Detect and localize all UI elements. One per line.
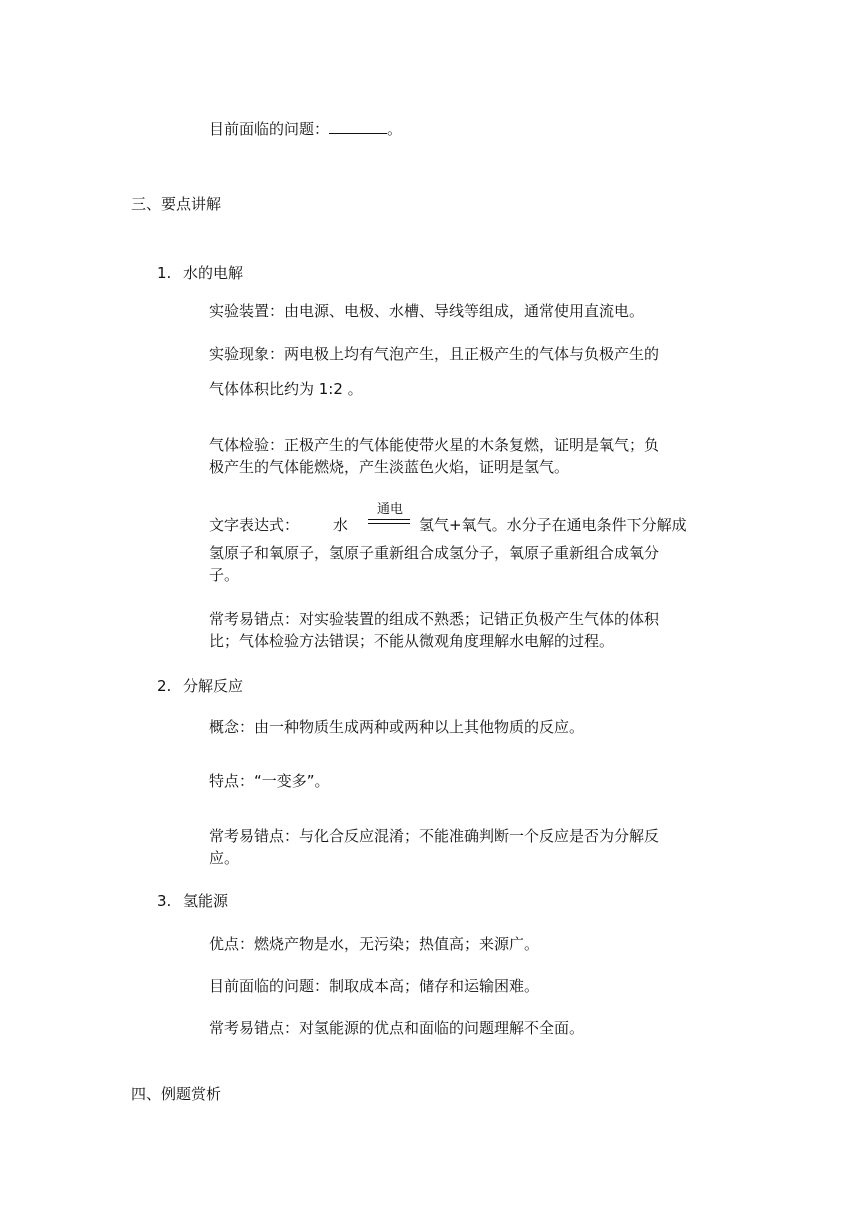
item-1-device: 实验装置：由电源、电极、水槽、导线等组成，通常使用直流电。: [209, 302, 645, 320]
item-3-title: 氢能源: [183, 892, 229, 910]
item-1-expression-water: 水: [333, 516, 349, 534]
section-heading-four: 四、例题赏析: [131, 1085, 222, 1103]
item-1-number: 1.: [157, 264, 172, 282]
section-heading-three: 三、要点讲解: [131, 195, 222, 213]
item-1-title: 水的电解: [183, 264, 244, 282]
item-1-phenomenon-line-2: 气体体积比约为 1:2 。: [209, 380, 363, 398]
top-problem-suffix: 。: [387, 120, 403, 138]
reaction-condition: 通电: [376, 502, 403, 517]
top-problem-line: [209, 118, 402, 139]
item-3-number: 3.: [157, 892, 172, 910]
top-problem-prefix: 目前面临的问题：: [209, 120, 330, 138]
item-2-title: 分解反应: [183, 677, 244, 695]
fill-blank[interactable]: [329, 118, 387, 134]
item-1-phenomenon-line-1: 实验现象：两电极上均有气泡产生，且正极产生的气体与负极产生的: [209, 345, 660, 363]
item-1-expression-label: 文字表达式：: [209, 516, 300, 534]
item-1-test-line-1: 气体检验：正极产生的气体能使带火星的木条复燃，证明是氧气；负: [209, 436, 660, 454]
item-3-advantage: 优点：燃烧产物是水，无污染；热值高；来源广。: [209, 935, 540, 953]
item-3-errors: 常考易错点：对氢能源的优点和面临的问题理解不全面。: [209, 1019, 585, 1037]
item-2-concept: 概念：由一种物质生成两种或两种以上其他物质的反应。: [209, 718, 585, 736]
item-2-feature: 特点：“一变多”。: [209, 772, 330, 790]
reaction-arrow-line-bottom: [368, 523, 410, 524]
item-1-heading: [157, 262, 243, 283]
item-1-test-line-2: 极产生的气体能燃烧，产生淡蓝色火焰，证明是氢气。: [209, 458, 570, 476]
item-1-expression-line-3: 子。: [209, 566, 240, 584]
item-1-errors-line-1: 常考易错点：对实验装置的组成不熟悉；记错正负极产生气体的体积: [209, 610, 660, 628]
item-2-errors-line-2: 应。: [209, 849, 240, 867]
item-1-expression-line-2: 氢原子和氧原子，氢原子重新组合成氢分子，氧原子重新组合成氧分: [209, 544, 660, 562]
item-2-heading: [157, 675, 243, 696]
item-1-expression-rest: 氢气+氧气。水分子在通电条件下分解成: [419, 516, 687, 534]
item-3-heading: [157, 890, 228, 911]
item-3-problem: 目前面临的问题：制取成本高；储存和运输困难。: [209, 977, 540, 995]
item-2-number: 2.: [157, 677, 172, 695]
item-2-errors-line-1: 常考易错点：与化合反应混淆；不能准确判断一个反应是否为分解反: [209, 827, 660, 845]
item-1-errors-line-2: 比；气体检验方法错误；不能从微观角度理解水电解的过程。: [209, 632, 615, 650]
reaction-arrow-line-top: [368, 519, 410, 520]
